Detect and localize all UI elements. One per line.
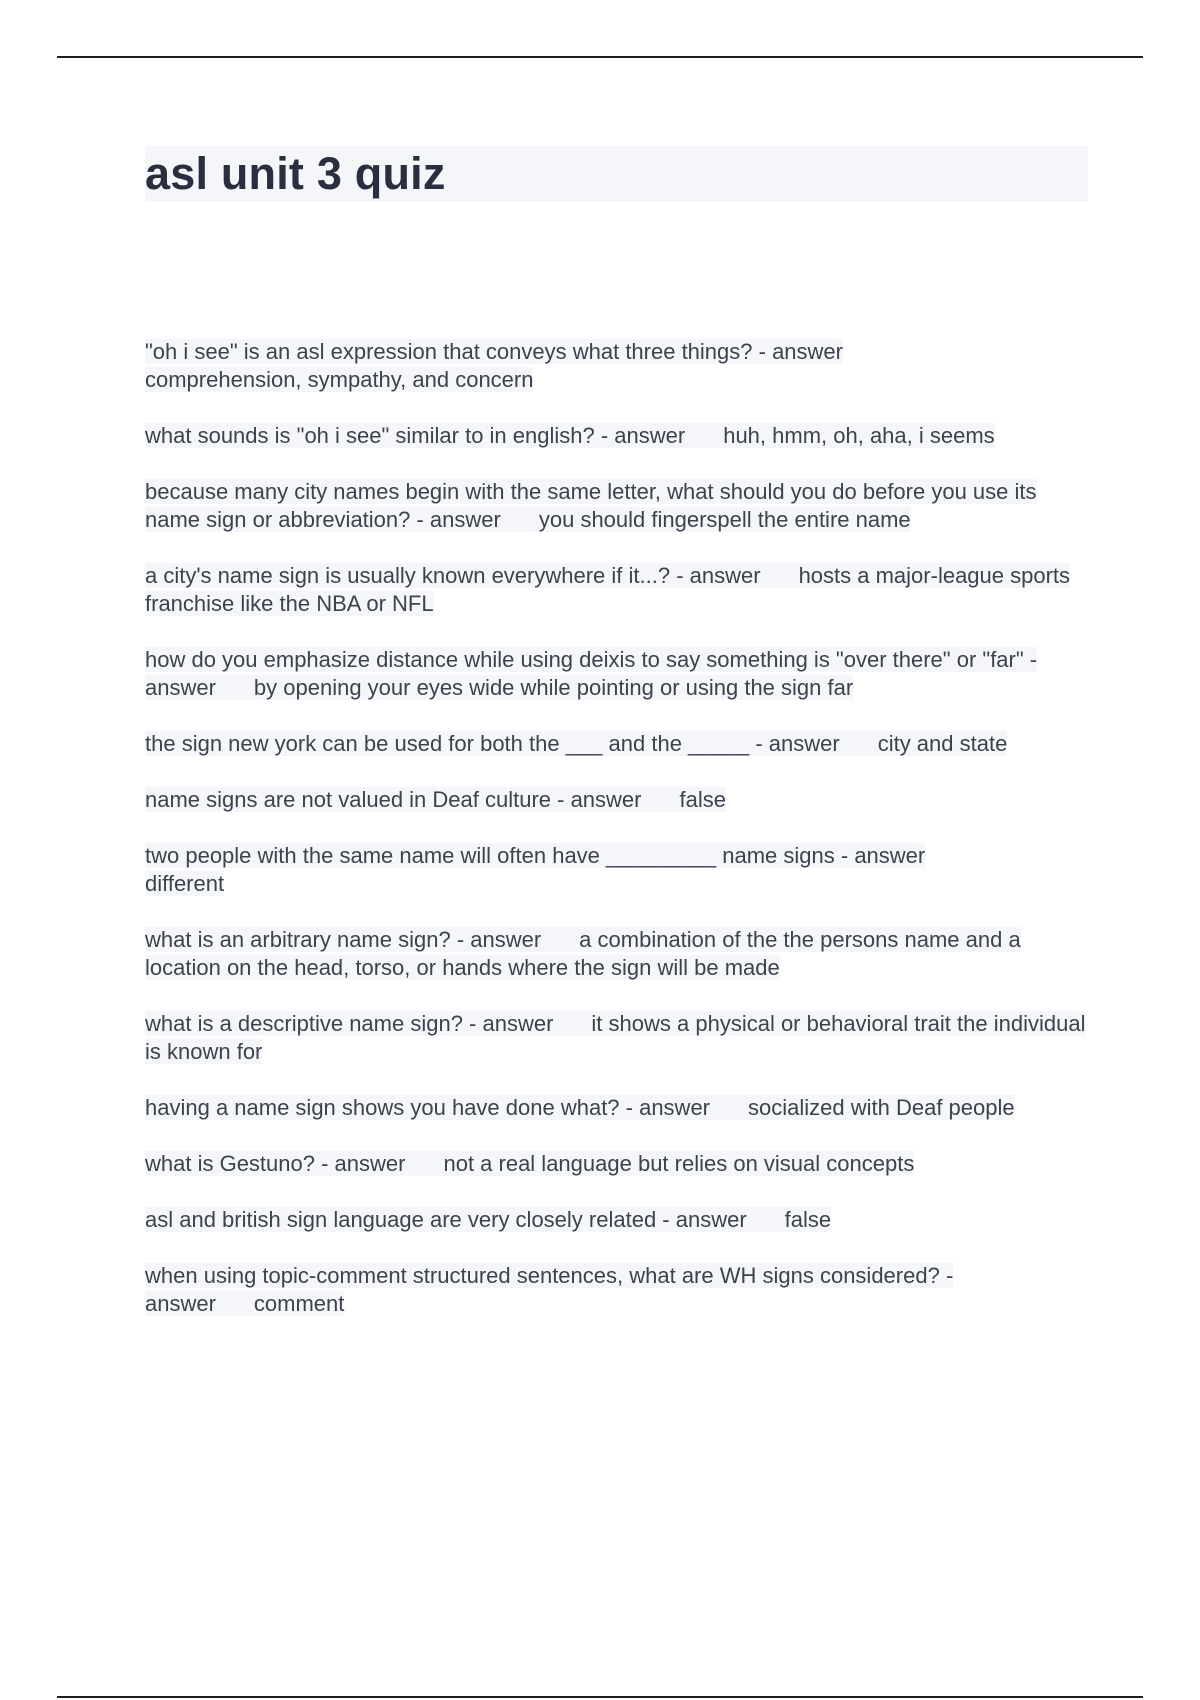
- qa-item: [145, 1206, 1095, 1234]
- qa-item: [145, 1010, 1095, 1066]
- qa-question: what sounds is "oh i see" similar to in english? - answer: [145, 423, 686, 448]
- qa-answer: you should fingerspell the entire name: [538, 507, 911, 532]
- top-rule: [57, 56, 1143, 58]
- qa-question: when using topic-comment structured sentences, what are WH signs considered? - answer: [145, 1263, 954, 1316]
- qa-item: [145, 338, 1095, 394]
- qa-item: [145, 478, 1095, 534]
- qa-question: name signs are not valued in Deaf culture - answer: [145, 787, 642, 812]
- qa-question: "oh i see" is an asl expression that conveys what three things? - answer: [145, 339, 843, 364]
- qa-item: [145, 926, 1095, 982]
- qa-answer: comment: [253, 1291, 345, 1316]
- qa-item: [145, 842, 1095, 898]
- qa-item: [145, 1094, 1095, 1122]
- qa-answer: false: [679, 787, 726, 812]
- qa-item: [145, 1262, 1095, 1318]
- qa-item: [145, 730, 1095, 758]
- qa-item: [145, 786, 1095, 814]
- qa-answer: city and state: [877, 731, 1008, 756]
- qa-question: how do you emphasize distance while using deixis to say something is "over there" or "far" - answer: [145, 647, 1038, 700]
- qa-answer: comprehension, sympathy, and concern: [145, 367, 534, 392]
- qa-item: [145, 1150, 1095, 1178]
- qa-question: what is an arbitrary name sign? - answer: [145, 927, 542, 952]
- page-title: asl unit 3 quiz: [145, 148, 446, 199]
- qa-question: a city's name sign is usually known everywhere if it...? - answer: [145, 563, 761, 588]
- qa-list: [145, 338, 1095, 1346]
- qa-answer: socialized with Deaf people: [748, 1095, 1015, 1120]
- qa-answer: different: [145, 871, 225, 896]
- qa-question: what is Gestuno? - answer: [145, 1151, 406, 1176]
- qa-question: what is a descriptive name sign? - answer: [145, 1011, 554, 1036]
- qa-question: the sign new york can be used for both the ___ and the _____ - answer: [145, 731, 840, 756]
- qa-answer: a combination of the the persons name and a location on the head, torso, or hands where the sign will be made: [145, 927, 1021, 980]
- qa-answer: it shows a physical or behavioral trait the individual is known for: [145, 1011, 1086, 1064]
- qa-answer: by opening your eyes wide while pointing or using the sign far: [253, 675, 854, 700]
- qa-answer: huh, hmm, oh, aha, i seems: [723, 423, 995, 448]
- qa-question: two people with the same name will often have _________ name signs - answer: [145, 843, 926, 868]
- bottom-rule: [57, 1696, 1143, 1698]
- qa-question: having a name sign shows you have done what? - answer: [145, 1095, 711, 1120]
- qa-item: [145, 562, 1095, 618]
- qa-answer: not a real language but relies on visual concepts: [443, 1151, 915, 1176]
- qa-answer: hosts a major-league sports franchise like the NBA or NFL: [145, 563, 1071, 616]
- qa-item: [145, 646, 1095, 702]
- qa-item: [145, 422, 1095, 450]
- qa-question: because many city names begin with the same letter, what should you do before you use its name sign or abbreviation? - answer: [145, 479, 1037, 532]
- qa-question: asl and british sign language are very closely related - answer: [145, 1207, 747, 1232]
- qa-answer: false: [784, 1207, 832, 1232]
